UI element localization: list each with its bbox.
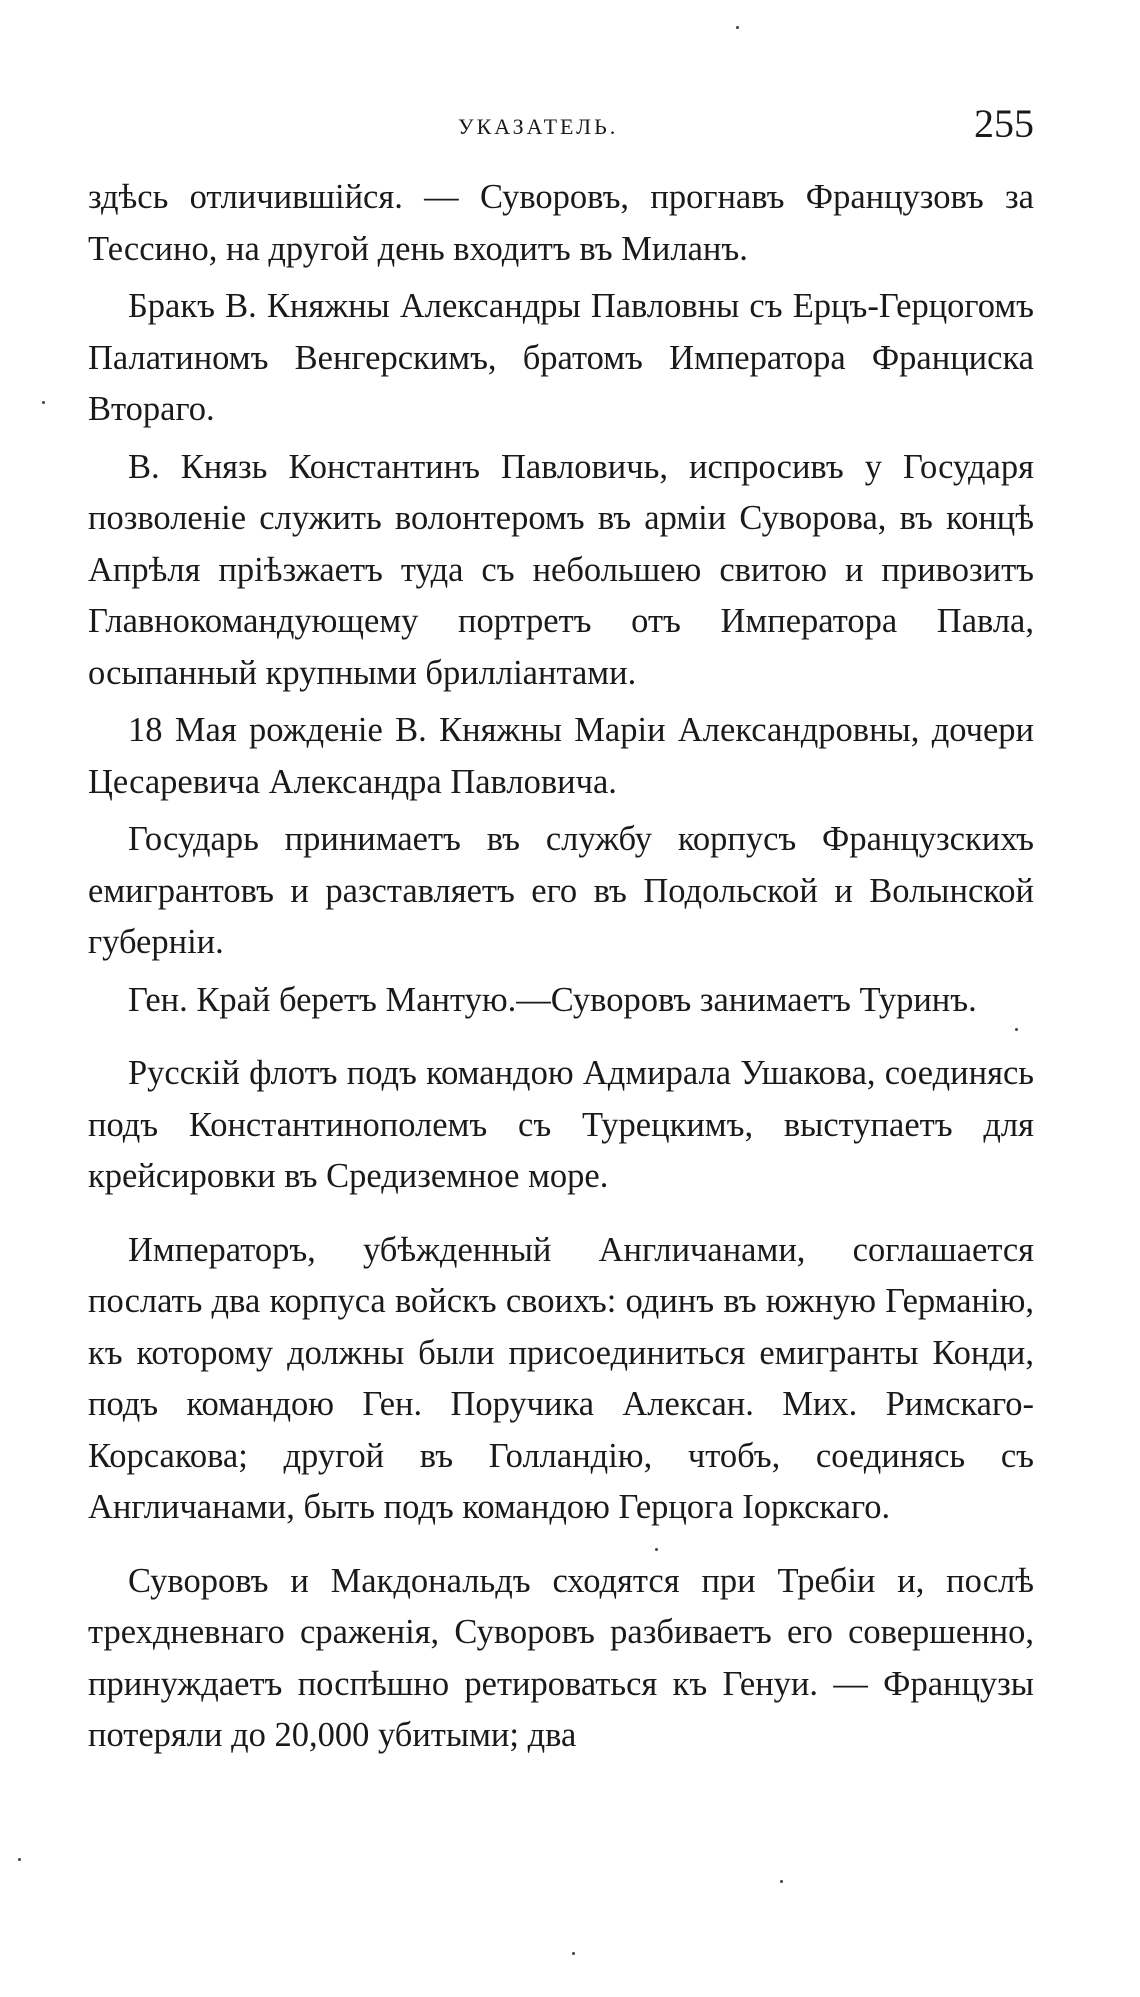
paragraph-3: В. Князь Константинъ Павловичь, испросивъ у Государя позволеніе служить волонтеромъ въ арміи Суворова, въ концѣ Апрѣля пріѣзжаетъ туда съ небольшею свитою и привозитъ Главнокомандующему портретъ отъ Императора Павла, осыпанный крупными брилліантами. — [88, 447, 1034, 692]
body-text — [88, 172, 1034, 1762]
paper-speck — [18, 1858, 21, 1861]
paragraph-6: Ген. Край беретъ Мантую.—Суворовъ занимаетъ Туринъ. — [128, 980, 977, 1019]
page-number: 255 — [974, 101, 1034, 146]
paper-speck — [1015, 1028, 1018, 1031]
paragraph-1: здѣсь отличившійся. — Суворовъ, прогнавъ Французовъ за Тессино, на другой день входитъ въ Миланъ. — [88, 178, 1034, 268]
paragraph-8: Императоръ, убѣжденный Англичанами, соглашается послать два корпуса войскъ своихъ: одинъ въ южную Германію, къ которому должны были присоединиться емигранты Конди, подъ командою Ген. Поручика Алексан. Мих. Римскаго-Корсакова; другой въ Голландію, чтобъ, соединясь съ Англичанами, быть подъ командою Герцога Іоркскаго. — [88, 1230, 1034, 1526]
paper-speck — [655, 1548, 658, 1551]
paragraph-4: 18 Мая рожденіе В. Княжны Маріи Александровны, дочери Цесаревича Александра Павловича. — [88, 711, 1034, 801]
paragraph-9: Суворовъ и Макдональдъ сходятся при Требіи и, послѣ трехдневнаго сраженія, Суворовъ разбиваетъ его совершенно, принуждаетъ поспѣшно ретироваться къ Генуи. — Французы потеряли до 20,000 убитыми; два — [88, 1561, 1034, 1754]
running-title: УКАЗАТЕЛЬ. — [458, 114, 619, 139]
paper-speck — [42, 401, 45, 404]
running-head — [88, 100, 1034, 162]
paragraph-5: Государь принимаетъ въ службу корпусъ Французскихъ емигрантовъ и разставляетъ его въ Подольской и Волынской губерніи. — [88, 820, 1034, 961]
paper-speck — [780, 1880, 783, 1883]
paper-speck — [572, 1952, 575, 1955]
paragraph-2: Бракъ В. Княжны Александры Павловны съ Ерцъ-Герцогомъ Палатиномъ Венгерскимъ, братомъ Императора Франциска Втораго. — [88, 287, 1034, 428]
paper-speck — [736, 26, 739, 29]
paragraph-7: Русскій флотъ подъ командою Адмирала Ушакова, соединясь подъ Константинополемъ съ Турецкимъ, выступаетъ для крейсировки въ Средиземное море. — [88, 1054, 1034, 1195]
book-page — [88, 100, 1034, 1762]
